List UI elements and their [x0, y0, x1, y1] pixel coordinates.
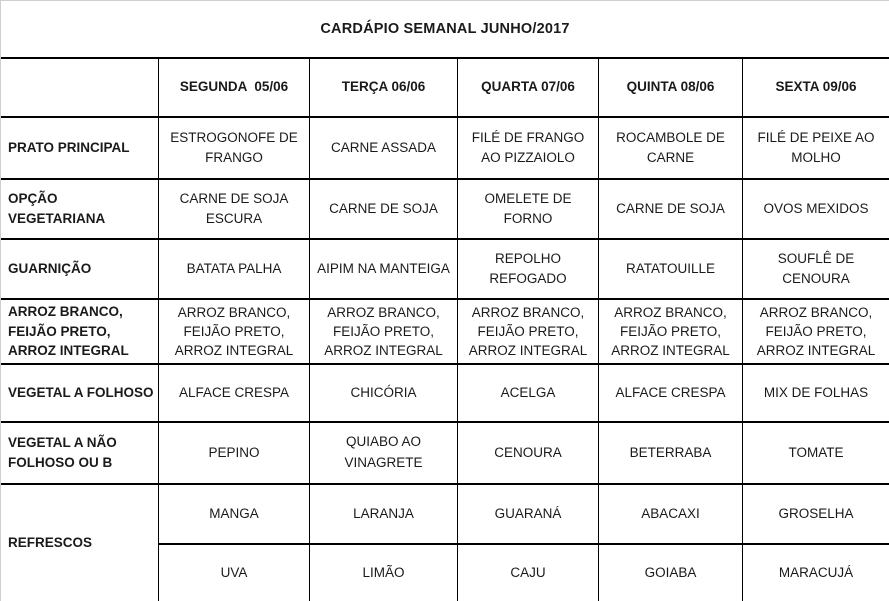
menu-cell: BATATA PALHA — [159, 240, 310, 300]
menu-cell: CHICÓRIA — [310, 365, 458, 423]
menu-cell: ARROZ BRANCO, FEIJÃO PRETO, ARROZ INTEGRAL — [743, 300, 889, 365]
menu-cell: MANGA — [159, 485, 310, 545]
menu-cell: REPOLHO REFOGADO — [458, 240, 599, 300]
menu-cell: MIX DE FOLHAS — [743, 365, 889, 423]
menu-cell: ROCAMBOLE DE CARNE — [599, 118, 743, 180]
row-label-refrescos: REFRESCOS — [1, 485, 159, 601]
menu-cell: ARROZ BRANCO, FEIJÃO PRETO, ARROZ INTEGRAL — [159, 300, 310, 365]
menu-cell: QUIABO AO VINAGRETE — [310, 423, 458, 485]
corner-cell — [1, 59, 159, 118]
title-row — [1, 1, 889, 59]
menu-cell: ALFACE CRESPA — [159, 365, 310, 423]
row-label-vegetal-nao-folhoso: VEGETAL A NÃO FOLHOSO OU B — [1, 423, 159, 485]
row-label-vegetal-folhoso: VEGETAL A FOLHOSO — [1, 365, 159, 423]
menu-cell: CARNE DE SOJA ESCURA — [159, 180, 310, 240]
menu-cell: ESTROGONOFE DE FRANGO — [159, 118, 310, 180]
menu-cell: ALFACE CRESPA — [599, 365, 743, 423]
day-header-sexta: SEXTA 09/06 — [743, 59, 889, 118]
menu-cell: ARROZ BRANCO, FEIJÃO PRETO, ARROZ INTEGRAL — [310, 300, 458, 365]
table-row-vegetal-folhoso — [1, 365, 889, 423]
table-row-vegetal-nao-folhoso — [1, 423, 889, 485]
row-label-arroz-feijao: ARROZ BRANCO, FEIJÃO PRETO, ARROZ INTEGRAL — [1, 300, 159, 365]
menu-cell: FILÉ DE PEIXE AO MOLHO — [743, 118, 889, 180]
menu-cell: AIPIM NA MANTEIGA — [310, 240, 458, 300]
menu-cell: GOIABA — [599, 545, 743, 601]
page-title: CARDÁPIO SEMANAL JUNHO/2017 — [1, 1, 889, 59]
menu-cell: GROSELHA — [743, 485, 889, 545]
menu-cell: GUARANÁ — [458, 485, 599, 545]
menu-cell: ABACAXI — [599, 485, 743, 545]
day-header-terca: TERÇA 06/06 — [310, 59, 458, 118]
day-header-quinta: QUINTA 08/06 — [599, 59, 743, 118]
table-row-opcao-vegetariana — [1, 180, 889, 240]
table-row-arroz-feijao — [1, 300, 889, 365]
row-label-guarnicao: GUARNIÇÃO — [1, 240, 159, 300]
menu-cell: OVOS MEXIDOS — [743, 180, 889, 240]
menu-cell: BETERRABA — [599, 423, 743, 485]
menu-cell: CARNE DE SOJA — [599, 180, 743, 240]
menu-cell: CARNE ASSADA — [310, 118, 458, 180]
menu-cell: CAJU — [458, 545, 599, 601]
menu-cell: LARANJA — [310, 485, 458, 545]
day-header-quarta: QUARTA 07/06 — [458, 59, 599, 118]
menu-cell: SOUFLÊ DE CENOURA — [743, 240, 889, 300]
table-row-refrescos-1 — [1, 485, 889, 545]
menu-cell: CENOURA — [458, 423, 599, 485]
day-header-segunda: SEGUNDA 05/06 — [159, 59, 310, 118]
menu-cell: FILÉ DE FRANGO AO PIZZAIOLO — [458, 118, 599, 180]
menu-cell: CARNE DE SOJA — [310, 180, 458, 240]
table-row-guarnicao — [1, 240, 889, 300]
table-row-prato-principal — [1, 118, 889, 180]
menu-cell: MARACUJÁ — [743, 545, 889, 601]
menu-cell: OMELETE DE FORNO — [458, 180, 599, 240]
menu-cell: ARROZ BRANCO, FEIJÃO PRETO, ARROZ INTEGRAL — [599, 300, 743, 365]
menu-cell: ARROZ BRANCO, FEIJÃO PRETO, ARROZ INTEGRAL — [458, 300, 599, 365]
header-row — [1, 59, 889, 118]
row-label-opcao-vegetariana: OPÇÃO VEGETARIANA — [1, 180, 159, 240]
menu-cell: ACELGA — [458, 365, 599, 423]
menu-cell: PEPINO — [159, 423, 310, 485]
menu-cell: UVA — [159, 545, 310, 601]
row-label-prato-principal: PRATO PRINCIPAL — [1, 118, 159, 180]
menu-cell: LIMÃO — [310, 545, 458, 601]
menu-cell: RATATOUILLE — [599, 240, 743, 300]
menu-cell: TOMATE — [743, 423, 889, 485]
